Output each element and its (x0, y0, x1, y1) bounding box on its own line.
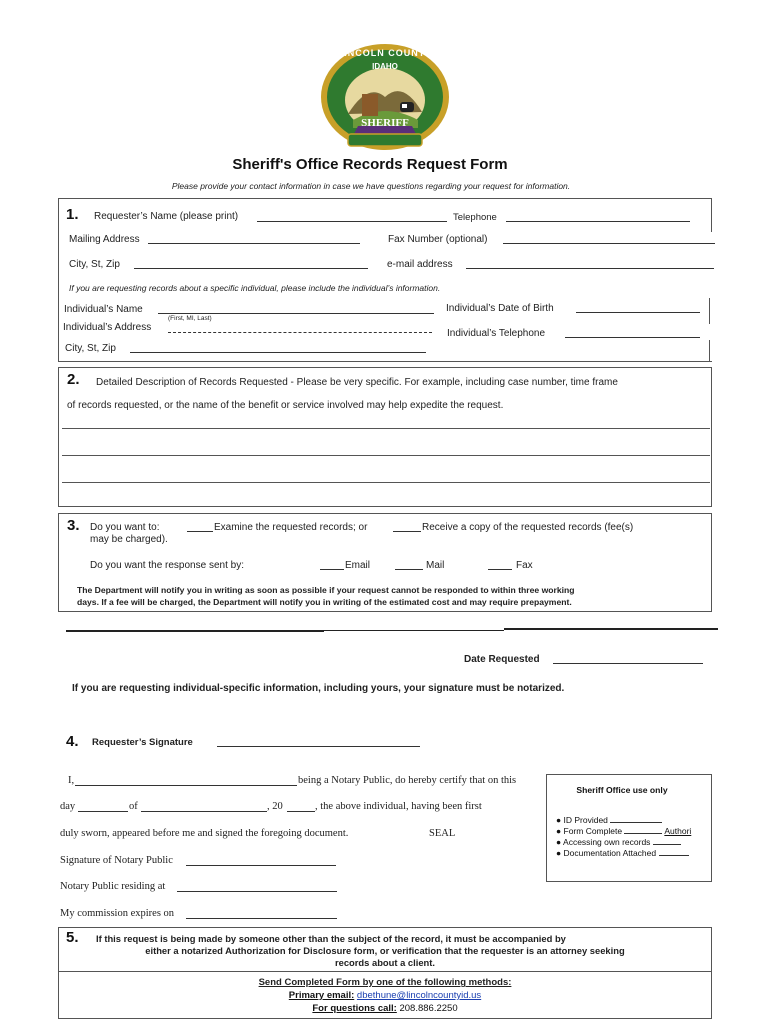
individual-dob-field[interactable] (576, 303, 700, 313)
notary-after-year: , the above individual, having been first (315, 801, 482, 812)
mailing-address-label: Mailing Address (69, 234, 140, 245)
section-5-line3: records about a client. (334, 957, 436, 968)
primary-email-row (58, 990, 712, 1002)
individual-phone-label: Individual’s Telephone (447, 328, 546, 339)
section-5-number: 5. (66, 929, 79, 946)
section-4-number: 4. (66, 733, 79, 750)
notary-day-field[interactable] (78, 802, 128, 812)
notary-year-field[interactable] (287, 802, 315, 812)
department-notice-line2: days. If a fee will be charged, the Department will notify you in writing of the estimated cost and may require prepayment. (77, 597, 572, 607)
section-2-line2: of records requested, or the name of the benefit or service involved may help expedite the request. (67, 400, 504, 411)
office-use-item-3-label: Documentation Attached (563, 848, 657, 858)
office-use-title: Sheriff Office use only (576, 785, 668, 795)
page-title: Sheriff's Office Records Request Form (232, 156, 508, 173)
individual-city-field[interactable] (130, 343, 426, 353)
section-5-line2: either a notarized Authorization for Disclosure form, or verification that the requester is an attorney seeking (145, 945, 625, 956)
notary-signature-label: Signature of Notary Public (60, 855, 173, 866)
notary-duly-sworn: duly sworn, appeared before me and signed the foregoing document. (60, 828, 349, 839)
questions-phone[interactable]: 208.886.2250 (399, 1003, 458, 1014)
telephone-field[interactable] (506, 212, 690, 222)
own-records-field[interactable] (653, 836, 681, 845)
section-1-number: 1. (66, 206, 79, 223)
description-line-1[interactable] (62, 428, 710, 429)
may-be-charged: may be charged). (90, 534, 168, 545)
individual-dob-label: Individual’s Date of Birth (446, 303, 554, 314)
section-3-number: 3. (67, 517, 80, 534)
primary-email-label: Primary email: (288, 990, 355, 1001)
section-divider (66, 628, 718, 632)
form-complete-field[interactable] (624, 825, 662, 834)
city-field[interactable] (134, 259, 368, 269)
telephone-label: Telephone (453, 212, 497, 223)
individual-note: If you are requesting records about a specific individual, please include the individual’s information. (69, 283, 441, 293)
date-requested-label: Date Requested (464, 654, 540, 665)
notary-seal: SEAL (429, 828, 456, 839)
individual-address-field[interactable] (168, 323, 432, 333)
examine-checkbox-line[interactable] (187, 522, 213, 532)
fax-option: Fax (516, 560, 533, 571)
fax-option-line[interactable] (488, 560, 512, 570)
date-requested-field[interactable] (553, 654, 703, 664)
section-2-line1: Detailed Description of Records Requested - Please be very specific. For example, including case number, time frame (96, 377, 618, 388)
notarize-notice: If you are requesting individual-specific information, including yours, your signature must be notarized. (72, 683, 565, 694)
notary-i: I, (68, 775, 75, 786)
mail-option: Mail (426, 560, 445, 571)
office-use-item-2-label: Accessing own records (563, 837, 651, 847)
requester-name-field[interactable] (257, 212, 447, 222)
email-label: e-mail address (387, 259, 453, 270)
individual-phone-field[interactable] (565, 328, 700, 338)
individual-name-field[interactable] (158, 304, 434, 314)
seal-state-text: IDAHO (372, 62, 398, 71)
mail-option-line[interactable] (395, 560, 423, 570)
questions-label: For questions call: (312, 1003, 397, 1014)
send-methods: Send Completed Form by one of the following methods: (258, 977, 512, 988)
office-use-item-0-label: ID Provided (563, 815, 608, 825)
authorized-fragment: Authori (664, 826, 692, 836)
id-provided-field[interactable] (610, 814, 662, 823)
description-line-2[interactable] (62, 455, 710, 456)
seal-county-text: LINCOLN COUNTY (337, 48, 433, 58)
office-use-item-3: ● Documentation Attached (556, 847, 689, 859)
requester-signature-field[interactable] (217, 737, 420, 747)
notary-being: being a Notary Public, do hereby certify that on this (298, 775, 517, 786)
sent-by-label: Do you want the response sent by: (90, 560, 244, 571)
notary-expires-field[interactable] (186, 909, 337, 919)
office-use-item-2: ● Accessing own records (556, 836, 681, 848)
examine-option: Examine the requested records; or (214, 522, 368, 533)
fax-field[interactable] (503, 234, 715, 244)
individual-address-label: Individual’s Address (63, 322, 152, 333)
requester-signature-label: Requester’s Signature (92, 737, 193, 748)
receive-option: Receive a copy of the requested records (fee(s) (422, 522, 634, 533)
notary-signature-field[interactable] (186, 856, 336, 866)
section-2-number: 2. (67, 371, 80, 388)
notary-day-label: day (60, 801, 76, 812)
receive-checkbox-line[interactable] (393, 522, 421, 532)
city-label: City, St, Zip (69, 259, 120, 270)
office-use-box (546, 774, 712, 882)
notary-expires-label: My commission expires on (60, 908, 175, 919)
individual-city-label: City, St, Zip (65, 343, 116, 354)
description-line-3[interactable] (62, 482, 710, 483)
office-use-item-1-label: Form Complete (563, 826, 623, 836)
fax-label: Fax Number (optional) (388, 234, 488, 245)
office-use-item-0: ● ID Provided (556, 814, 662, 826)
individual-name-label: Individual’s Name (64, 304, 143, 315)
notary-residing-field[interactable] (177, 882, 337, 892)
requester-name-label: Requester’s Name (please print) (94, 211, 239, 222)
notary-of-label: of (129, 801, 138, 812)
primary-email-link[interactable]: dbethune@lincolncountyid.us (356, 990, 482, 1001)
section-5-line1: If this request is being made by someone other than the subject of the record, it must be accompanied by (96, 933, 566, 944)
notary-residing-label: Notary Public residing at (60, 881, 166, 892)
notary-month-field[interactable] (141, 802, 267, 812)
email-option: Email (345, 560, 371, 571)
documentation-field[interactable] (659, 847, 689, 856)
sheriff-seal-logo (318, 42, 452, 152)
department-notice-line1: The Department will notify you in writing as soon as possible if your request cannot be responded to within three working (77, 585, 575, 595)
notary-name-field[interactable] (75, 776, 297, 786)
office-use-item-1: ● Form Complete Authori (556, 826, 692, 836)
questions-row (58, 1003, 712, 1015)
email-option-line[interactable] (320, 560, 344, 570)
name-hint: (First, MI, Last) (168, 315, 212, 322)
mailing-address-field[interactable] (148, 234, 360, 244)
seal-dept-text: SHERIFF (361, 117, 409, 129)
email-field[interactable] (466, 259, 714, 269)
do-you-want-label: Do you want to: (90, 522, 160, 533)
page-subtitle: Please provide your contact information in case we have questions regarding your request for information. (171, 181, 571, 191)
notary-year-prefix: , 20 (267, 801, 283, 812)
